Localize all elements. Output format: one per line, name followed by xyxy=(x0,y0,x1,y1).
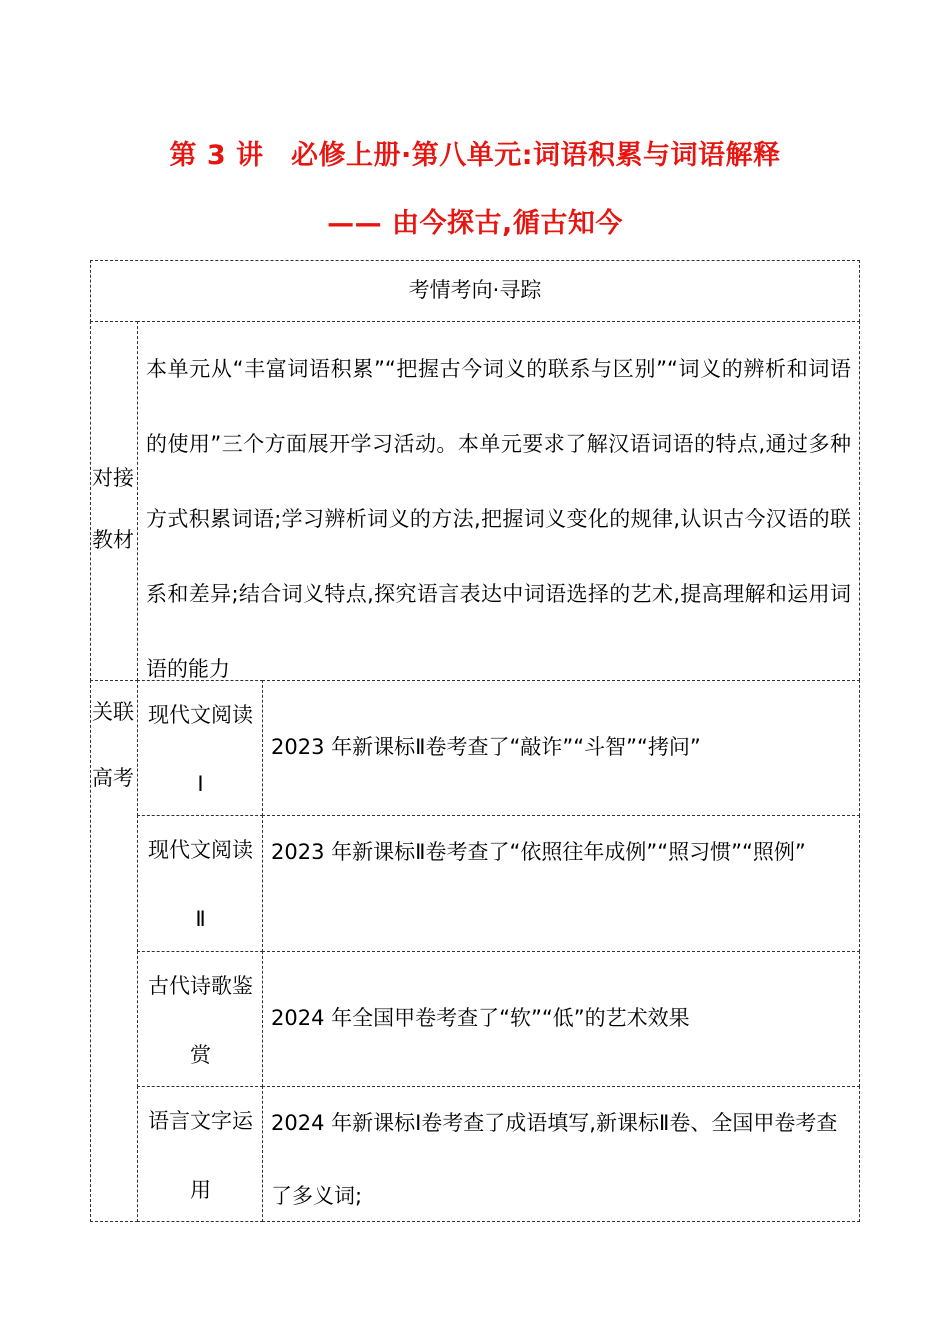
exam-label-line1: 关联 xyxy=(92,700,134,724)
page-subtitle: —— 由今探古,循古知今 xyxy=(327,208,623,239)
category-line2: 用 xyxy=(190,1178,211,1202)
category-line2: 赏 xyxy=(190,1043,211,1067)
textbook-content: 本单元从“丰富词语积累”“把握古今词义的联系与区别”“词义的辨析和词语的使用”三个方面展开学习活动。本单元要求了解汉语词语的特点,通过多种方式积累词语;学习辨析词义的方法,把握词义变化的规律,认识古今汉语的联系和差异;结合词义特点,探究语言表达中词语选择的艺术,提高理解和运用词语的能力 xyxy=(137,321,860,681)
exam-row-category xyxy=(137,680,263,816)
exam-row-content: 2023 年新课标Ⅱ卷考查了“依照往年成例”“照习惯”“照例” xyxy=(262,815,860,952)
category-line2: Ⅱ xyxy=(195,907,206,931)
category-line2: Ⅰ xyxy=(197,772,204,796)
category-line1: 语言文字运 xyxy=(148,1109,253,1133)
exam-row-category xyxy=(137,951,263,1087)
category-line1: 现代文阅读 xyxy=(148,703,253,727)
exam-row-content: 2024 年全国甲卷考查了“软”“低”的艺术效果 xyxy=(262,951,860,1087)
exam-label-cell xyxy=(90,680,138,1222)
textbook-label-line1: 对接 xyxy=(92,466,134,490)
exam-row-content: 2024 年新课标Ⅰ卷考查了成语填写,新课标Ⅱ卷、全国甲卷考查了多义词; xyxy=(262,1086,860,1222)
exam-row-category xyxy=(137,1086,263,1222)
exam-label-line2: 高考 xyxy=(92,766,134,790)
textbook-label-cell xyxy=(90,321,138,681)
table-header: 考情考向·寻踪 xyxy=(90,260,860,322)
exam-row-content: 2023 年新课标Ⅱ卷考查了“敲诈”“斗智”“拷问” xyxy=(262,680,860,816)
category-line1: 古代诗歌鉴 xyxy=(148,974,253,998)
page-title: 第 3 讲 必修上册·第八单元:词语积累与词语解释 xyxy=(169,140,781,171)
category-line1: 现代文阅读 xyxy=(148,838,253,862)
textbook-label-line2: 教材 xyxy=(92,528,134,552)
exam-row-category xyxy=(137,815,263,952)
